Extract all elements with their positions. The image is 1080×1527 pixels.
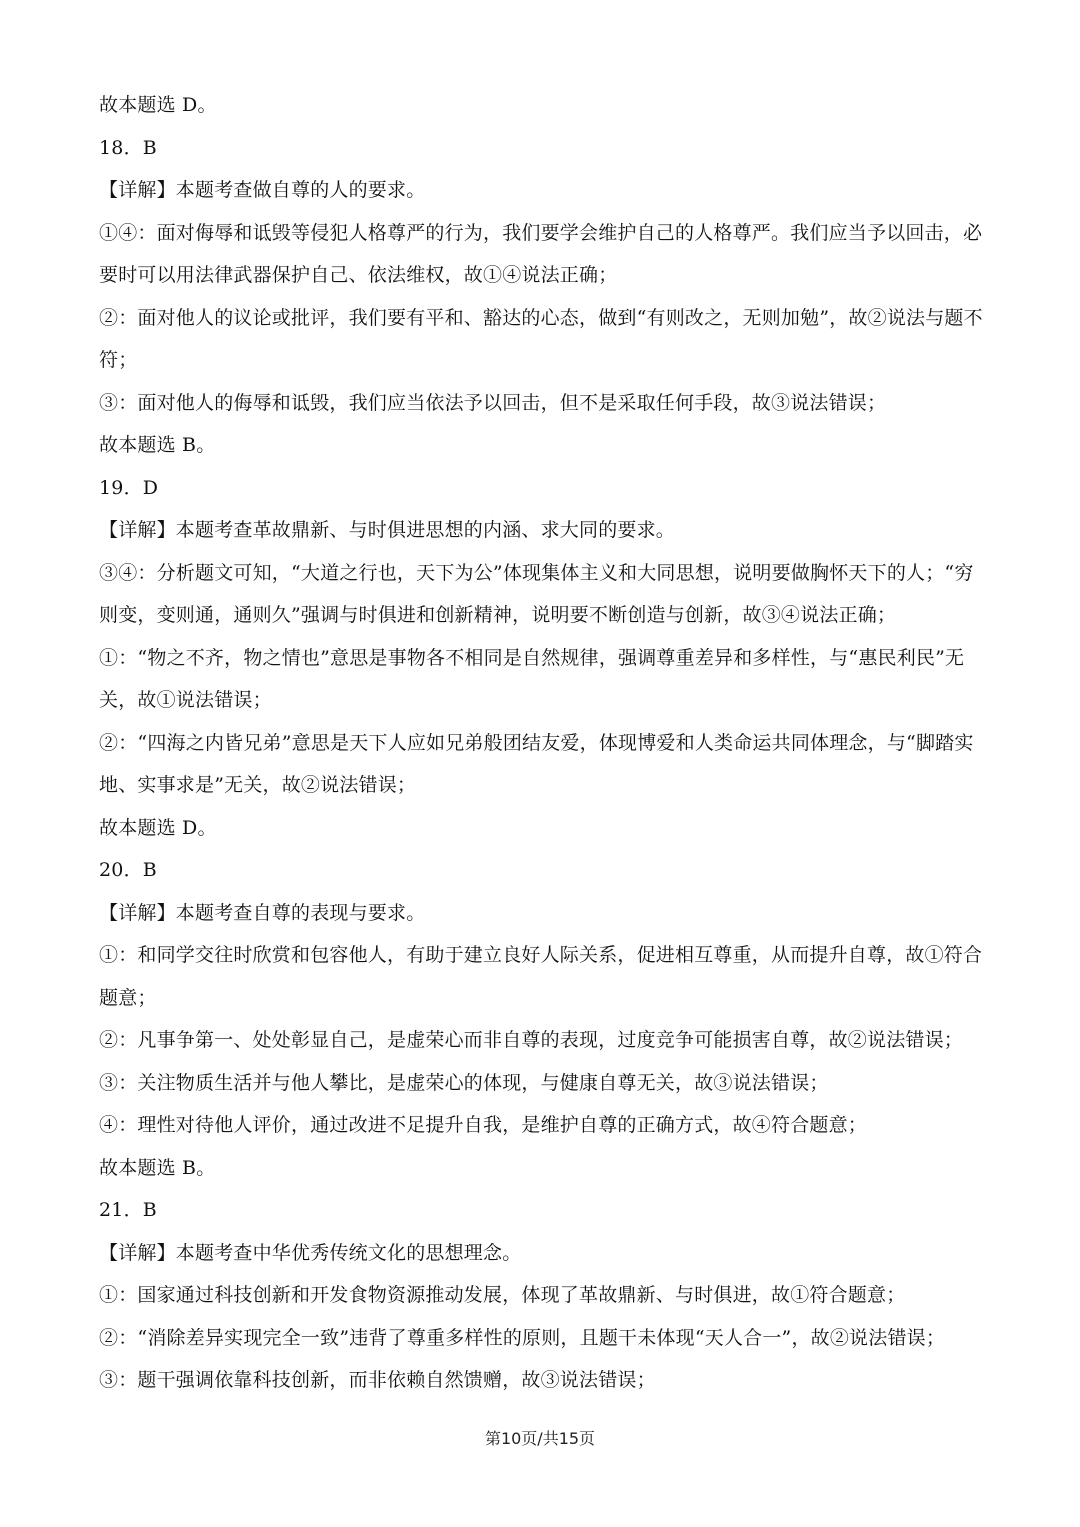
text-line: 故本题选 B。 <box>99 1157 216 1179</box>
text-line: ③：题干强调依靠科技创新，而非依赖自然馈赠，故③说法错误； <box>99 1369 656 1391</box>
text-line: ③：面对他人的侮辱和诋毁，我们应当依法予以回击，但不是采取任何手段，故③说法错误； <box>99 392 887 414</box>
answer-heading-20: 20．B <box>99 859 157 881</box>
text-line: 故本题选 D。 <box>99 817 217 839</box>
text-line: 【详解】本题考查做自尊的人的要求。 <box>99 179 426 201</box>
text-line: ③：关注物质生活并与他人攀比，是虚荣心的体现，与健康自尊无关，故③说法错误； <box>99 1072 829 1094</box>
text-line: 符； <box>99 349 138 371</box>
text-line: ①：国家通过科技创新和开发食物资源推动发展，体现了革故鼎新、与时俱进，故①符合题意； <box>99 1284 906 1306</box>
text-line: 题意； <box>99 987 157 1009</box>
text-line: 故本题选 D。 <box>99 94 217 116</box>
text-line: ①：和同学交往时欣赏和包容他人，有助于建立良好人际关系，促进相互尊重，从而提升自尊，故①符合 <box>99 944 983 966</box>
text-line: 则变，变则通，通则久”强调与时俱进和创新精神，说明要不断创造与创新，故③④说法正确； <box>99 604 897 626</box>
answer-heading-19: 19．D <box>99 477 159 499</box>
text-line: ②：“四海之内皆兄弟”意思是天下人应如兄弟般团结友爱，体现博爱和人类命运共同体理念，与“脚踏实 <box>99 732 974 754</box>
text-line: 【详解】本题考查中华优秀传统文化的思想理念。 <box>99 1242 522 1264</box>
text-line: ①：“物之不齐，物之情也”意思是事物各不相同是自然规律，强调尊重差异和多样性，与“惠民利民”无 <box>99 647 965 669</box>
text-line: ①④：面对侮辱和诋毁等侵犯人格尊严的行为，我们要学会维护自己的人格尊严。我们应当予以回击，必 <box>99 222 983 244</box>
text-line: 关，故①说法错误； <box>99 689 272 711</box>
text-line: ②：“消除差异实现完全一致”违背了尊重多样性的原则，且题干未体现“天人合一”，故②说法错误； <box>99 1327 946 1349</box>
page-number-footer: 第10页/共15页 <box>484 1429 596 1448</box>
text-line: ④：理性对待他人评价，通过改进不足提升自我，是维护自尊的正确方式，故④符合题意； <box>99 1114 868 1136</box>
text-line: 故本题选 B。 <box>99 434 216 456</box>
text-line: 要时可以用法律武器保护自己、依法维权，故①④说法正确； <box>99 264 618 286</box>
text-line: 地、实事求是”无关，故②说法错误； <box>99 774 417 796</box>
text-line: 【详解】本题考查自尊的表现与要求。 <box>99 902 426 924</box>
answer-heading-18: 18．B <box>99 137 157 159</box>
text-line: ②：凡事争第一、处处彰显自己，是虚荣心而非自尊的表现，过度竞争可能损害自尊，故②说法错误； <box>99 1029 964 1051</box>
answer-heading-21: 21．B <box>99 1199 157 1221</box>
text-line: ③④：分析题文可知，“大道之行也，天下为公”体现集体主义和大同思想，说明要做胸怀天下的人；“穷 <box>99 562 974 584</box>
text-line: ②：面对他人的议论或批评，我们要有平和、豁达的心态，做到“有则改之，无则加勉”，故②说法与题不 <box>99 307 983 329</box>
text-line: 【详解】本题考查革故鼎新、与时俱进思想的内涵、求大同的要求。 <box>99 519 676 541</box>
